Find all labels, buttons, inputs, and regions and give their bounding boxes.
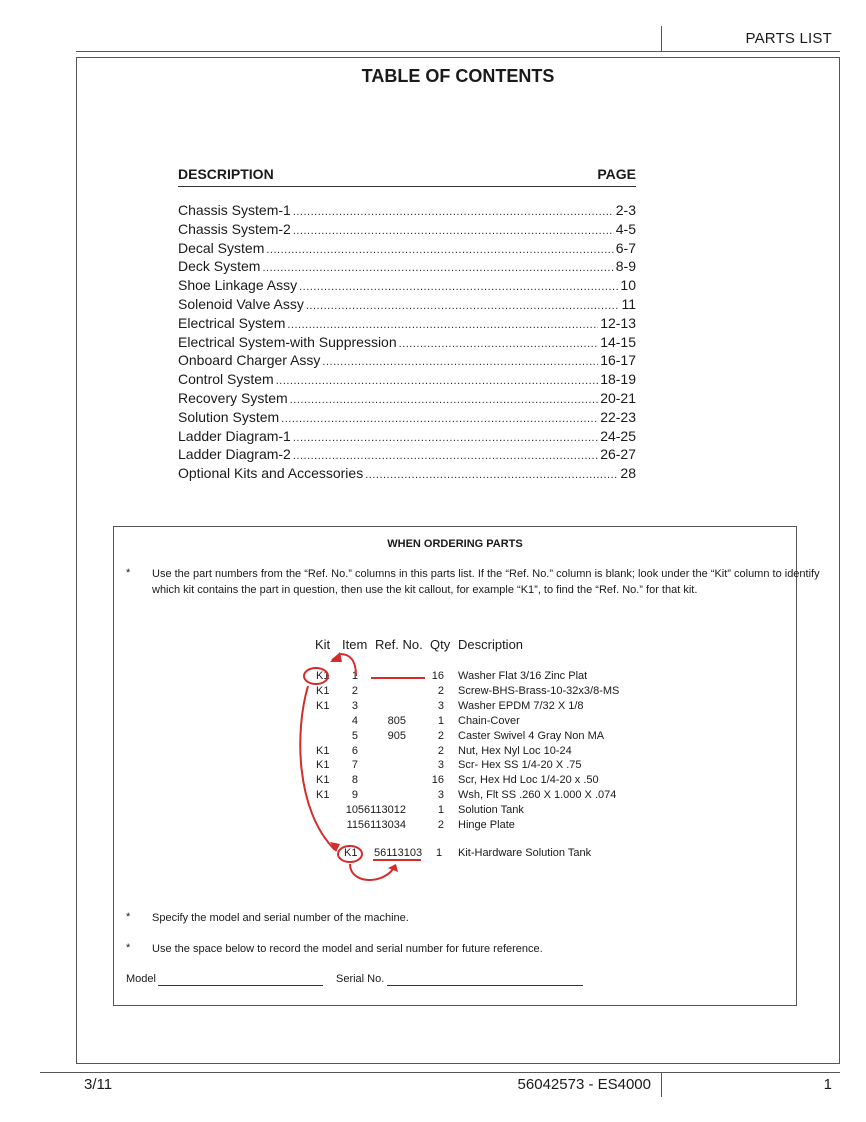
kit-row-desc: Kit-Hardware Solution Tank <box>458 847 592 859</box>
toc-leader-dots <box>322 356 598 368</box>
parts-cell-qty: 2 <box>437 819 444 831</box>
toc-entry-label: Ladder Diagram-2 <box>178 446 291 463</box>
toc-entry-label: Chassis System-1 <box>178 202 291 218</box>
toc-entry <box>178 315 636 334</box>
kit-row-ref: 56113103 <box>374 847 423 859</box>
toc-entry <box>178 409 636 428</box>
toc-entry-page: 26-27 <box>600 446 636 463</box>
parts-cell-item: 7 <box>351 759 358 772</box>
parts-cell-item: 1 <box>351 670 358 682</box>
parts-cell-qty: 2 <box>437 684 444 697</box>
parts-cell-desc: Caster Swivel 4 Gray Non MA <box>458 729 605 742</box>
toc-leader-dots <box>293 450 598 462</box>
bullet-1: * <box>126 567 131 579</box>
parts-cell-qty: 3 <box>437 699 444 712</box>
parts-cell-desc: Washer Flat 3/16 Zinc Plat <box>458 670 588 682</box>
parts-cell-ref: 56113012 <box>357 804 406 817</box>
toc-entry-label: Optional Kits and Accessories <box>178 465 364 482</box>
kit-callout-arrows <box>290 640 450 890</box>
col-kit: Kit <box>315 637 331 652</box>
parts-cell-ref: 905 <box>387 729 406 742</box>
col-qty: Qty <box>430 637 451 652</box>
footer-rule <box>40 1072 840 1073</box>
toc-entry-label: Solenoid Valve Assy <box>178 295 304 312</box>
parts-cell-item: 10 <box>345 804 358 817</box>
toc-entry-page: 22-23 <box>600 408 636 425</box>
toc-entry-label: Shoe Linkage Assy <box>178 277 298 294</box>
toc-leader-dots <box>276 375 598 387</box>
toc-entry <box>178 240 636 259</box>
toc-entry <box>178 221 636 240</box>
footer-divider <box>661 1072 662 1097</box>
note-3: Use the space below to record the model and serial number for future reference. <box>152 943 543 955</box>
parts-cell-qty: 1 <box>437 804 444 817</box>
toc-entry-page: 8-9 <box>615 258 636 275</box>
col-item: Item <box>342 637 368 652</box>
note-1-line-1: Use the part numbers from the “Ref. No.” columns in this parts list. If the “Ref. No.” column is blank; look under the “Kit” column to identify <box>152 568 820 580</box>
toc-entry-page: 18-19 <box>600 371 636 388</box>
toc-entry <box>178 277 636 296</box>
parts-cell-qty: 16 <box>431 670 444 682</box>
toc-leader-dots <box>266 244 613 256</box>
toc-leader-dots <box>262 262 613 274</box>
bullet-3: * <box>126 942 131 954</box>
col-desc: Description <box>458 637 524 652</box>
toc-leader-dots <box>287 319 598 331</box>
parts-cell-desc: Scr, Hex Hd Loc 1/4-20 x .50 <box>458 774 599 787</box>
parts-cell-qty: 16 <box>431 774 444 787</box>
toc-entry-page: 16-17 <box>600 352 636 369</box>
parts-cell-desc: Scr- Hex SS 1/4-20 X .75 <box>458 759 582 772</box>
arrowhead-ref <box>388 864 398 872</box>
footer-date: 3/11 <box>84 1076 113 1093</box>
parts-cell-kit: K1 <box>316 759 330 772</box>
toc-entry-label: Decal System <box>178 239 265 256</box>
header-title: PARTS LIST <box>745 30 832 47</box>
header-divider <box>661 26 662 51</box>
parts-cell-kit: K1 <box>316 744 330 757</box>
parts-cell-qty: 2 <box>437 744 444 757</box>
parts-cell-item: 8 <box>351 774 358 787</box>
toc-entry <box>178 352 636 371</box>
parts-cell-desc: Hinge Plate <box>458 819 515 831</box>
arrow-to-kit <box>300 686 335 850</box>
parts-cell-ref: 56113034 <box>357 819 406 831</box>
col-ref: Ref. No. <box>375 637 423 652</box>
toc-header <box>178 166 636 182</box>
toc-entry-label: Electrical System <box>178 314 286 331</box>
note-1-line-2: which kit contains the part in question, then use the kit callout, for example “K1”, to find the “Ref. No.” for that kit. <box>152 584 698 596</box>
toc-entry-page: 28 <box>620 465 636 482</box>
toc-list <box>178 202 636 484</box>
parts-cell-item: 6 <box>351 744 358 757</box>
toc-entry-label: Control System <box>178 371 274 388</box>
toc-entry <box>178 334 636 353</box>
toc-entry-label: Onboard Charger Assy <box>178 352 321 369</box>
parts-cell-kit: K1 <box>316 670 330 682</box>
toc-entry <box>178 296 636 315</box>
toc-entry-page: 11 <box>621 295 636 312</box>
toc-leader-dots <box>306 300 620 312</box>
serial-label: Serial No. <box>336 973 385 985</box>
toc-entry-page: 2-3 <box>615 202 636 218</box>
parts-cell-ref: 805 <box>387 714 406 727</box>
toc-header-rule <box>178 186 636 187</box>
header-rule <box>76 51 840 52</box>
parts-cell-kit: K1 <box>316 684 330 697</box>
serial-input-line[interactable] <box>387 985 583 986</box>
toc-entry-label: Recovery System <box>178 389 288 406</box>
footer-page-number: 1 <box>823 1076 832 1093</box>
parts-cell-desc: Screw-BHS-Brass-10-32x3/8-MS <box>458 684 620 697</box>
footer-doc-number: 56042573 - ES4000 <box>517 1076 651 1093</box>
toc-leader-dots <box>399 338 599 350</box>
kit-row-kit: K1 <box>344 847 358 859</box>
toc-entry <box>178 446 636 465</box>
parts-cell-qty: 1 <box>437 714 444 727</box>
toc-entry <box>178 371 636 390</box>
toc-entry <box>178 202 636 221</box>
model-input-line[interactable] <box>158 985 323 986</box>
parts-cell-desc: Wsh, Flt SS .260 X 1.000 X .074 <box>458 789 617 802</box>
toc-entry <box>178 390 636 409</box>
model-label: Model <box>126 973 156 985</box>
toc-entry-page: 14-15 <box>600 333 636 350</box>
parts-cell-qty: 3 <box>437 759 444 772</box>
toc-entry-page: 6-7 <box>615 239 636 256</box>
toc-leader-dots <box>293 225 614 237</box>
note-2: Specify the model and serial number of the machine. <box>152 912 409 924</box>
toc-leader-dots <box>299 281 618 293</box>
toc-leader-dots <box>293 432 598 444</box>
k1-kit-highlight-circle <box>338 846 362 862</box>
ordering-title: WHEN ORDERING PARTS <box>387 538 523 550</box>
parts-cell-item: 3 <box>351 699 358 712</box>
parts-cell-kit: K1 <box>316 789 330 802</box>
toc-entry <box>178 258 636 277</box>
toc-entry <box>178 428 636 447</box>
kit-row-qty: 1 <box>436 847 443 859</box>
toc-entry-label: Chassis System-2 <box>178 220 291 237</box>
parts-cell-desc: Chain-Cover <box>458 714 520 727</box>
bullet-2: * <box>126 911 131 923</box>
toc-entry <box>178 465 636 484</box>
toc-entry-page: 4-5 <box>615 220 636 237</box>
toc-entry-page: 10 <box>620 277 636 294</box>
toc-entry-label: Deck System <box>178 258 261 275</box>
parts-cell-desc: Washer EPDM 7/32 X 1/8 <box>458 699 584 712</box>
toc-leader-dots <box>290 394 598 406</box>
toc-col-page: PAGE <box>597 166 636 182</box>
toc-entry-page: 24-25 <box>600 427 636 444</box>
parts-cell-desc: Solution Tank <box>458 804 524 817</box>
parts-cell-item: 2 <box>351 684 358 697</box>
parts-cell-item: 11 <box>346 819 358 831</box>
toc-entry-label: Solution System <box>178 408 280 425</box>
toc-col-description: DESCRIPTION <box>178 166 274 182</box>
toc-leader-dots <box>293 206 614 218</box>
parts-cell-kit: K1 <box>316 774 330 787</box>
arrow-to-ref <box>350 864 395 880</box>
toc-entry-label: Electrical System-with Suppression <box>178 333 397 350</box>
k1-highlight-circle <box>304 668 328 684</box>
toc-entry-page: 20-21 <box>600 389 636 406</box>
parts-cell-item: 9 <box>351 789 358 802</box>
parts-cell-item: 4 <box>351 714 358 727</box>
arrowhead-k1 <box>330 652 342 662</box>
toc-leader-dots <box>365 469 618 481</box>
parts-cell-item: 5 <box>351 729 358 742</box>
toc-entry-page: 12-13 <box>600 314 636 331</box>
parts-cell-kit: K1 <box>316 699 330 712</box>
toc-title: TABLE OF CONTENTS <box>361 66 555 86</box>
parts-cell-desc: Nut, Hex Nyl Loc 10-24 <box>458 744 572 757</box>
toc-entry-label: Ladder Diagram-1 <box>178 427 291 444</box>
parts-cell-qty: 3 <box>437 789 444 802</box>
toc-leader-dots <box>281 413 598 425</box>
parts-cell-qty: 2 <box>437 729 444 742</box>
